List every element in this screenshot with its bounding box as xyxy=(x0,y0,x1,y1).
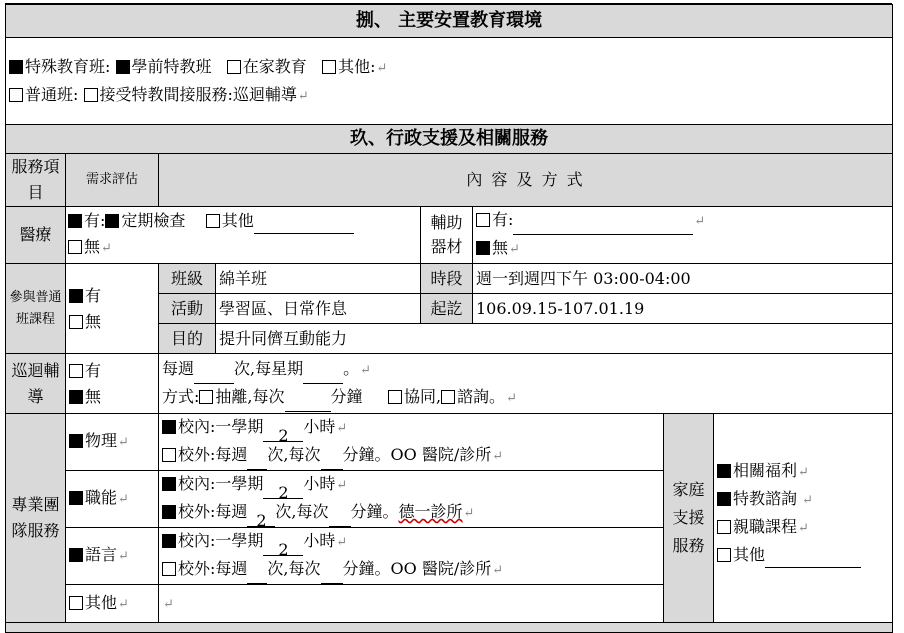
aid-yes-checkbox[interactable] xyxy=(476,213,490,227)
pullout-minutes-blank[interactable] xyxy=(285,393,331,412)
return-mark-icon: ↵ xyxy=(118,492,129,507)
return-mark-icon: ↵ xyxy=(118,435,129,450)
goal-label: 目的 xyxy=(159,324,216,354)
header-content: 內 容 及 方 式 xyxy=(159,154,893,207)
occupational-checkbox[interactable] xyxy=(69,491,83,505)
return-mark-icon: ↵ xyxy=(492,449,504,464)
speech-in-label: 校內:一學期 xyxy=(178,531,264,550)
physical-detail xyxy=(159,414,664,471)
occupational-detail xyxy=(159,471,664,528)
itinerant-period: 。 xyxy=(343,358,360,378)
medical-yes-checkbox[interactable] xyxy=(68,214,82,228)
occupational-out-count[interactable]: 2 xyxy=(247,508,275,527)
regular-check-checkbox[interactable] xyxy=(105,214,119,228)
speech-out-checkbox[interactable] xyxy=(162,562,176,576)
speech-out-minutes[interactable] xyxy=(321,565,343,584)
aid-no-checkbox[interactable] xyxy=(476,241,490,255)
participation-assessment xyxy=(66,264,159,354)
period-value: 106.09.15-107.01.19 xyxy=(473,294,893,324)
other-placement-checkbox[interactable] xyxy=(322,60,336,74)
activity-label: 活動 xyxy=(159,294,216,324)
occupational-out-minutes[interactable] xyxy=(329,508,351,527)
home-education-checkbox[interactable] xyxy=(227,60,241,74)
physical-in-checkbox[interactable] xyxy=(162,420,176,434)
return-mark-icon: ↵ xyxy=(118,549,129,564)
participation-no-label: 無 xyxy=(85,311,102,331)
preschool-class-checkbox[interactable] xyxy=(116,60,130,74)
activity-value: 學習區、日常作息 xyxy=(216,294,421,324)
return-mark-icon: ↵ xyxy=(798,493,814,508)
medical-label: 醫療 xyxy=(6,207,66,264)
parenting-label: 親職課程 xyxy=(733,517,798,536)
indirect-service-checkbox[interactable] xyxy=(84,88,98,102)
pullout-label: 抽離,每次 xyxy=(215,386,285,406)
family-support-label: 家庭支援服務 xyxy=(664,414,714,623)
itinerant-assessment xyxy=(66,354,159,414)
itinerant-no-label: 無 xyxy=(85,386,102,406)
special-class-checkbox[interactable] xyxy=(9,60,23,74)
speech-out-count[interactable] xyxy=(247,565,267,584)
speech-in-checkbox[interactable] xyxy=(162,534,176,548)
return-mark-icon: ↵ xyxy=(118,596,129,612)
physical-out-minutes[interactable] xyxy=(321,451,343,470)
consult-checkbox[interactable] xyxy=(441,390,455,404)
collab-label: 協同, xyxy=(403,386,442,406)
aid-label: 輔助器材 xyxy=(421,207,473,264)
sped-consult-checkbox[interactable] xyxy=(717,492,731,506)
welfare-checkbox[interactable] xyxy=(717,464,731,478)
speech-out-place: OO 醫院/診所 xyxy=(390,559,492,578)
occupational-out-place: 德一診所 xyxy=(398,502,463,521)
home-education-label: 在家教育 xyxy=(242,57,307,76)
return-mark-icon: ↵ xyxy=(376,61,388,76)
occupational-out-minutes-label: 分鐘。 xyxy=(350,502,399,521)
physical-checkbox[interactable] xyxy=(69,434,83,448)
header-assessment: 需求評估 xyxy=(66,154,159,207)
medical-no-checkbox[interactable] xyxy=(68,240,82,254)
return-mark-icon: ↵ xyxy=(798,465,809,480)
preschool-class-label: 學前特教班 xyxy=(131,57,212,76)
participation-no-checkbox[interactable] xyxy=(69,315,83,329)
itinerant-times-blank[interactable] xyxy=(194,365,234,384)
welfare-label: 相關福利 xyxy=(733,461,798,480)
occupational-in-unit: 小時 xyxy=(303,474,336,493)
occupational-label: 職能 xyxy=(85,488,118,507)
class-value: 綿羊班 xyxy=(216,264,421,294)
return-mark-icon: ↵ xyxy=(336,421,348,436)
period-label: 起訖 xyxy=(421,294,473,324)
itinerant-method-label: 方式: xyxy=(162,386,200,406)
special-class-label: 特殊教育班: xyxy=(25,57,111,76)
aid-blank[interactable] xyxy=(513,216,693,235)
participation-yes-checkbox[interactable] xyxy=(69,289,83,303)
aid-no-label: 無 xyxy=(492,238,509,257)
class-label: 班級 xyxy=(159,264,216,294)
pullout-minutes-label: 分鐘 xyxy=(330,386,363,406)
physical-out-label: 校外:每週 xyxy=(178,445,248,464)
participation-yes-label: 有 xyxy=(85,285,102,305)
itinerant-weekday-blank[interactable] xyxy=(303,365,343,384)
physical-in-unit: 小時 xyxy=(303,417,336,436)
team-other-label: 其他 xyxy=(85,592,118,612)
header-service-item: 服務項目 xyxy=(6,154,66,207)
team-other-detail[interactable] xyxy=(159,585,664,623)
return-mark-icon: ↵ xyxy=(336,535,348,550)
occupational-in-count[interactable]: 2 xyxy=(263,480,303,499)
itinerant-yes-checkbox[interactable] xyxy=(69,364,83,378)
section8-title: 捌、 主要安置教育環境 xyxy=(6,5,893,38)
return-mark-icon: ↵ xyxy=(101,241,112,256)
physical-out-minutes-label: 分鐘。 xyxy=(342,445,391,464)
medical-content xyxy=(66,207,421,264)
physical-out-place: OO 醫院/診所 xyxy=(390,445,492,464)
return-mark-icon: ↵ xyxy=(297,89,309,104)
return-mark-icon: ↵ xyxy=(492,563,504,578)
team-other-checkbox[interactable] xyxy=(69,596,83,610)
section9-title: 玖、行政支援及相關服務 xyxy=(6,125,893,154)
team-row-occupational xyxy=(66,471,159,528)
physical-in-label: 校內:一學期 xyxy=(178,417,264,436)
family-support-list xyxy=(714,414,893,623)
family-other-checkbox[interactable] xyxy=(717,548,731,562)
occupational-in-checkbox[interactable] xyxy=(162,477,176,491)
occupational-out-times: 次,每次 xyxy=(275,502,329,521)
other-placement-label: 其他: xyxy=(338,57,376,76)
medical-other-blank[interactable] xyxy=(254,215,354,234)
occupational-out-label: 校外:每週 xyxy=(178,502,248,521)
regular-check-label: 定期檢查 xyxy=(121,211,186,230)
participation-label: 參與普通班課程 xyxy=(6,264,66,354)
speech-out-label: 校外:每週 xyxy=(178,559,248,578)
speech-out-minutes-label: 分鐘。 xyxy=(342,559,391,578)
team-row-other xyxy=(66,585,159,623)
sped-consult-label: 特教諮詢 xyxy=(733,489,798,508)
iep-form-page xyxy=(5,0,892,619)
collab-checkbox[interactable] xyxy=(388,390,402,404)
speech-out-times: 次,每次 xyxy=(267,559,321,578)
placement-table xyxy=(5,4,893,633)
indirect-service-label: 接受特教間接服務:巡迴輔導 xyxy=(99,85,297,104)
itinerant-weekday-label: 次,每星期 xyxy=(234,358,304,378)
time-value: 週一到週四下午 03:00-04:00 xyxy=(473,264,893,294)
itinerant-yes-label: 有 xyxy=(85,360,102,380)
return-mark-icon: ↵ xyxy=(509,242,520,257)
return-mark-icon: ↵ xyxy=(506,390,517,406)
physical-in-count[interactable]: 2 xyxy=(263,423,303,442)
aid-content xyxy=(473,207,893,264)
itinerant-content xyxy=(159,354,893,414)
physical-label: 物理 xyxy=(85,431,118,450)
time-label: 時段 xyxy=(421,264,473,294)
return-mark-icon: ↵ xyxy=(163,596,174,612)
medical-yes-label: 有: xyxy=(84,211,106,230)
goal-value: 提升同儕互動能力 xyxy=(216,324,893,354)
return-mark-icon: ↵ xyxy=(463,506,475,521)
medical-other-label: 其他 xyxy=(221,211,254,230)
itinerant-no-checkbox[interactable] xyxy=(69,390,83,404)
physical-out-count[interactable] xyxy=(247,451,267,470)
return-mark-icon: ↵ xyxy=(336,478,348,493)
medical-no-label: 無 xyxy=(84,237,101,256)
speech-checkbox[interactable] xyxy=(69,548,83,562)
occupational-out-checkbox[interactable] xyxy=(162,505,176,519)
speech-label: 語言 xyxy=(85,545,118,564)
speech-in-count[interactable]: 2 xyxy=(263,537,303,556)
family-other-label: 其他 xyxy=(733,545,766,564)
aid-yes-label: 有: xyxy=(492,210,514,229)
placement-options xyxy=(6,38,893,125)
team-label: 專業團隊服務 xyxy=(6,414,66,623)
speech-detail xyxy=(159,528,664,585)
bottom-band xyxy=(6,623,893,633)
physical-out-times: 次,每次 xyxy=(267,445,321,464)
family-other-blank[interactable] xyxy=(765,549,861,568)
parenting-checkbox[interactable] xyxy=(717,520,731,534)
itinerant-weekly-label: 每週 xyxy=(162,358,195,378)
physical-out-checkbox[interactable] xyxy=(162,448,176,462)
regular-class-label: 普通班: xyxy=(25,85,79,104)
medical-other-checkbox[interactable] xyxy=(206,214,220,228)
team-row-physical xyxy=(66,414,159,471)
speech-in-unit: 小時 xyxy=(303,531,336,550)
regular-class-checkbox[interactable] xyxy=(9,88,23,102)
return-mark-icon: ↵ xyxy=(360,362,372,378)
return-mark-icon: ↵ xyxy=(694,214,706,229)
itinerant-label: 巡迴輔導 xyxy=(6,354,66,414)
return-mark-icon: ↵ xyxy=(798,521,809,536)
pullout-checkbox[interactable] xyxy=(199,390,213,404)
consult-label: 諮詢。 xyxy=(457,386,506,406)
team-row-speech xyxy=(66,528,159,585)
occupational-in-label: 校內:一學期 xyxy=(178,474,264,493)
